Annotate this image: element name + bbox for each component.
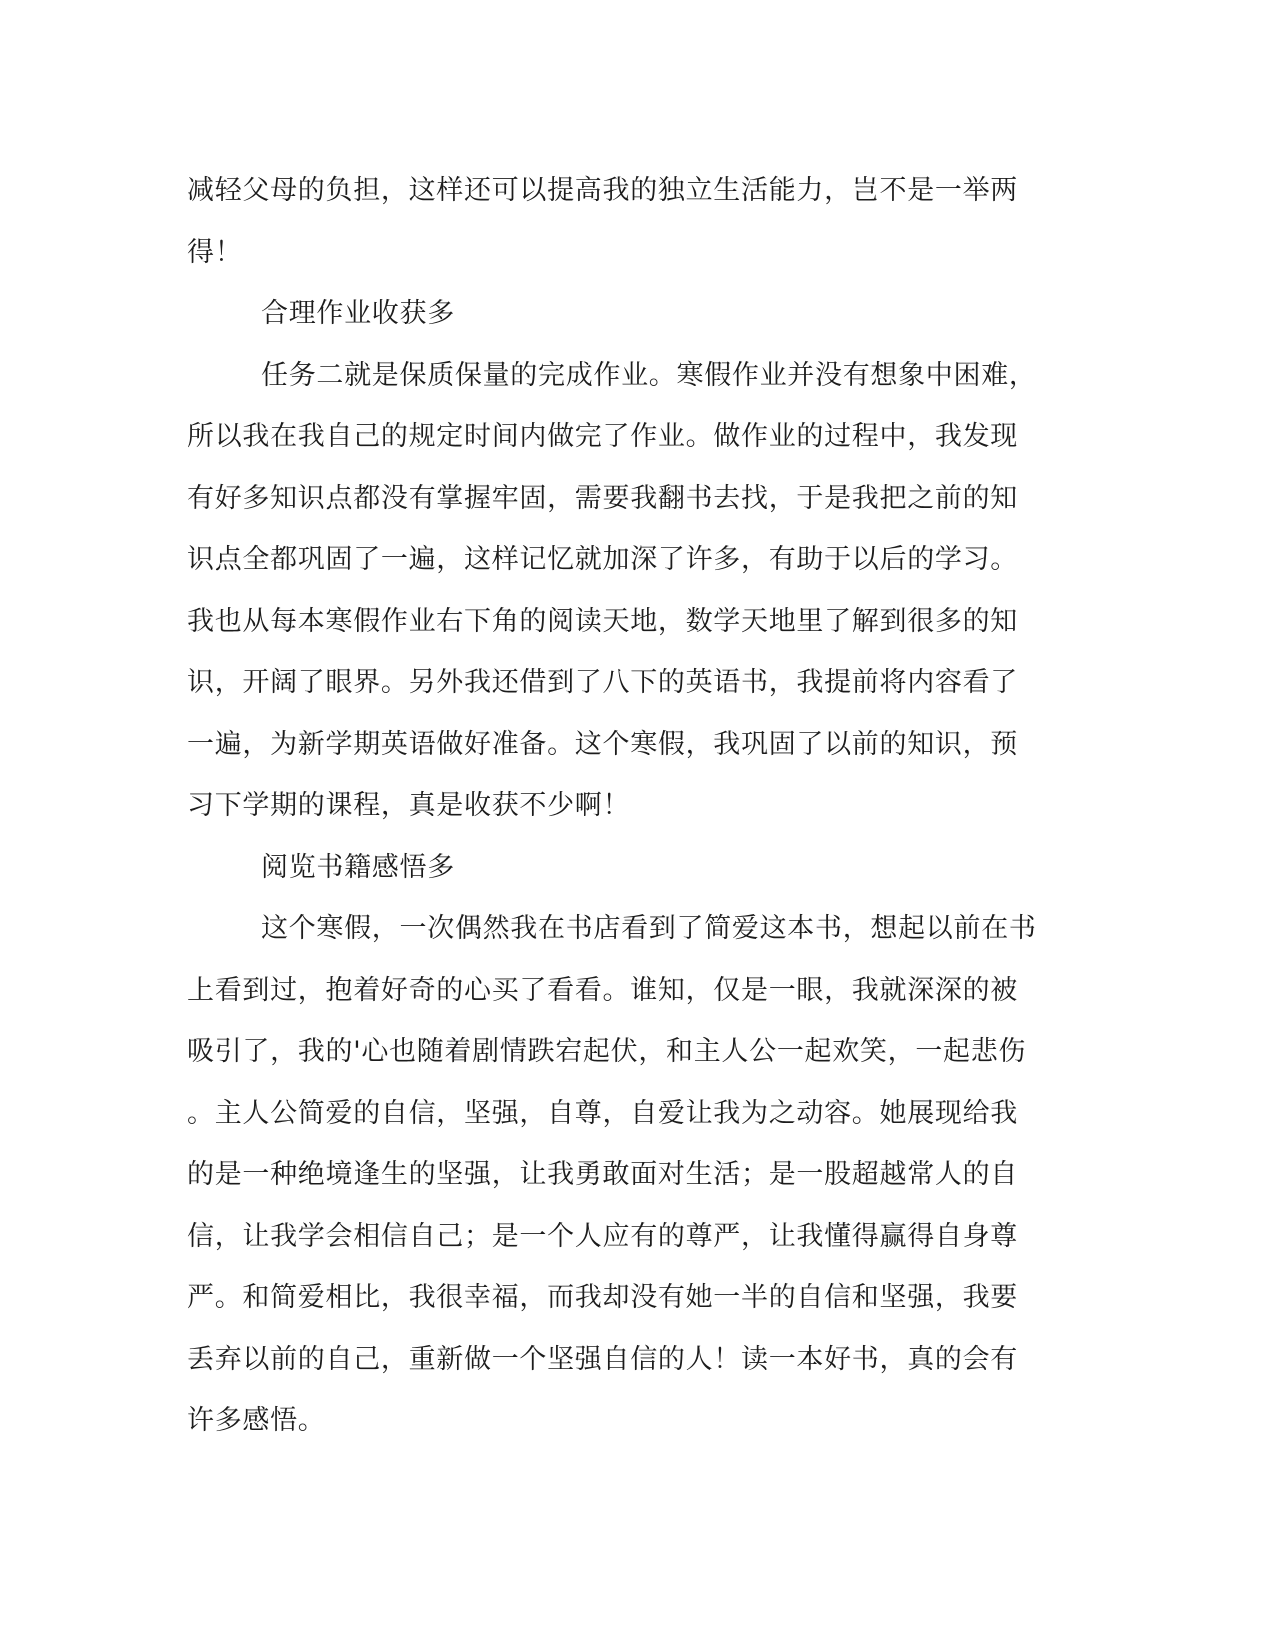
text-line: 减轻父母的负担，这样还可以提高我的独立生活能力，岂不是一举两 [187,175,1018,206]
text-line: 丢弃以前的自己，重新做一个坚强自信的人！读一本好书，真的会有 [187,1343,1018,1375]
text-line: 。主人公简爱的自信，坚强，自尊，自爱让我为之动容。她展现给我 [187,1097,1018,1129]
section-heading-reading: 阅览书籍感悟多 [261,851,455,883]
text-line: 的是一种绝境逢生的坚强，让我勇敢面对生活；是一股超越常人的自 [187,1159,1018,1190]
text-line: 吸引了，我的'心也随着剧情跌宕起伏，和主人公一起欢笑，一起悲伤 [187,1036,1027,1067]
text-line: 许多感悟。 [187,1405,326,1436]
text-line: 信，让我学会相信自己；是一个人应有的尊严，让我懂得赢得自身尊 [187,1220,1018,1252]
text-line: 严。和简爱相比，我很幸福，而我却没有她一半的自信和坚强，我要 [187,1282,1018,1313]
text-line: 有好多知识点都没有掌握牢固，需要我翻书去找，于是我把之前的知 [187,482,1018,514]
text-line: 识点全都巩固了一遍，这样记忆就加深了许多，有助于以后的学习。 [187,544,1018,575]
section-heading-homework: 合理作业收获多 [261,298,455,329]
text-line: 一遍，为新学期英语做好准备。这个寒假，我巩固了以前的知识，预 [187,728,1018,760]
text-line: 识，开阔了眼界。另外我还借到了八下的英语书，我提前将内容看了 [187,667,1018,698]
text-line: 得！ [187,236,243,268]
document-body [187,160,1067,1452]
text-line: 上看到过，抱着好奇的心买了看看。谁知，仅是一眼，我就深深的被 [187,974,1018,1006]
text-line: 这个寒假，一次偶然我在书店看到了简爱这本书，想起以前在书 [261,913,1037,944]
text-line: 任务二就是保质保量的完成作业。寒假作业并没有想象中困难， [261,359,1037,391]
text-line: 所以我在我自己的规定时间内做完了作业。做作业的过程中，我发现 [187,421,1018,452]
text-line: 习下学期的课程，真是收获不少啊！ [187,790,631,821]
text-line: 我也从每本寒假作业右下角的阅读天地，数学天地里了解到很多的知 [187,605,1018,637]
